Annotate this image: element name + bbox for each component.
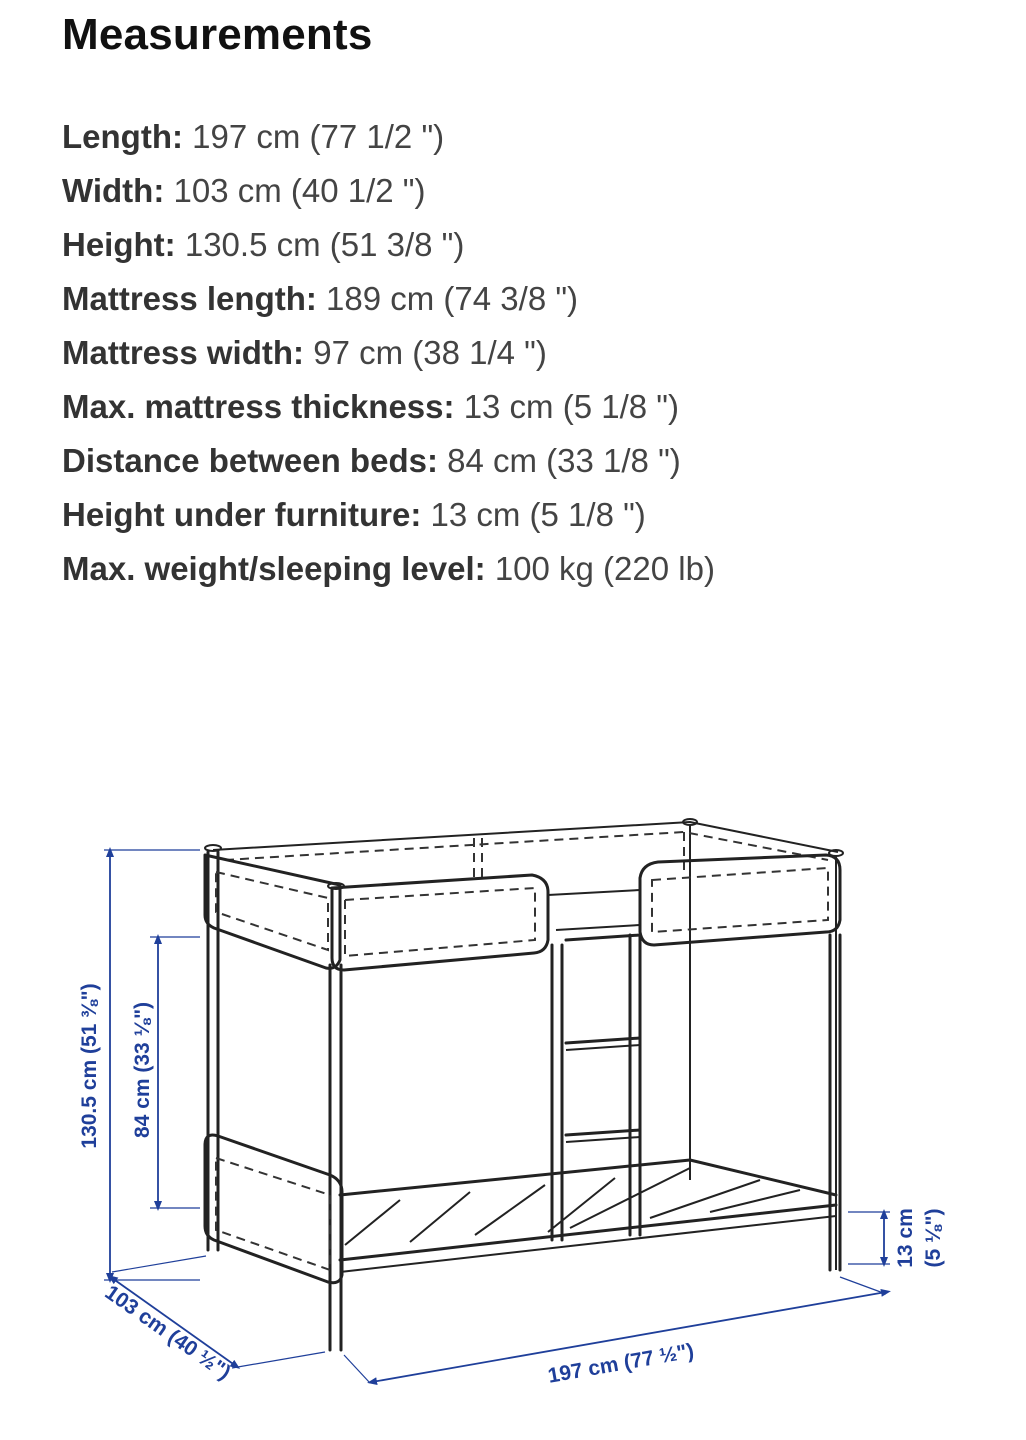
page-title: Measurements (62, 10, 373, 59)
length-dimension-label: 197 cm (77 ½") (546, 1339, 696, 1388)
spec-row-mattress-width: Mattress width: 97 cm (38 1/4 ") (62, 334, 547, 371)
spec-row-mattress-length: Mattress length: 189 cm (74 3/8 ") (62, 280, 579, 317)
spec-row-max-weight: Max. weight/sleeping level: 100 kg (220 lb) (62, 550, 715, 587)
spec-label: Distance between beds (62, 442, 427, 479)
spec-value: 189 cm (74 3/8 ") (326, 280, 579, 317)
spec-value: 130.5 cm (51 3/8 ") (184, 226, 465, 263)
spec-value: 13 cm (5 1/8 ") (430, 496, 646, 533)
spec-label: Mattress width (62, 334, 294, 371)
spec-value: 97 cm (38 1/4 ") (313, 334, 547, 371)
under-furniture-label-cm: 13 cm (894, 1208, 917, 1268)
spec-value: 197 cm (77 1/2 ") (192, 118, 445, 155)
spec-row-height: Height: 130.5 cm (51 3/8 ") (62, 226, 465, 263)
spec-label: Length (62, 118, 172, 155)
between-beds-dimension (131, 937, 200, 1208)
spec-value: 13 cm (5 1/8 ") (463, 388, 679, 425)
spec-label: Max. mattress thickness (62, 388, 444, 425)
spec-row-height-under-furniture: Height under furniture: 13 cm (5 1/8 ") (62, 496, 646, 533)
spec-label: Width (62, 172, 154, 209)
spec-row-max-mattress-thickness: Max. mattress thickness: 13 cm (5 1/8 ") (62, 388, 679, 425)
spec-list (62, 110, 715, 596)
spec-row-distance-between-beds: Distance between beds: 84 cm (33 1/8 ") (62, 442, 681, 479)
bunk-bed-dimension-diagram (0, 780, 1026, 1420)
spec-label: Mattress length (62, 280, 306, 317)
spec-value: 84 cm (33 1/8 ") (447, 442, 681, 479)
spec-label: Height (62, 226, 165, 263)
height-dimension-label: 130.5 cm (51 ⅜") (78, 983, 101, 1149)
between-beds-dimension-label: 84 cm (33 ⅛") (131, 1001, 154, 1139)
width-dimension (101, 1256, 325, 1384)
width-dimension-label: 103 cm (40 ½") (100, 1280, 235, 1385)
spec-label: Max. weight/sleeping level (62, 550, 475, 587)
under-furniture-label-in: (5 ⅛") (922, 1208, 945, 1268)
under-furniture-dimension (848, 1208, 945, 1268)
length-dimension (344, 1277, 886, 1388)
spec-row-length: Length: 197 cm (77 1/2 ") (62, 118, 445, 155)
spec-row-width: Width: 103 cm (40 1/2 ") (62, 172, 426, 209)
spec-value: 103 cm (40 1/2 ") (173, 172, 426, 209)
bunk-bed-drawing (205, 819, 843, 1350)
spec-label: Height under furniture (62, 496, 411, 533)
spec-value: 100 kg (220 lb) (494, 550, 715, 587)
